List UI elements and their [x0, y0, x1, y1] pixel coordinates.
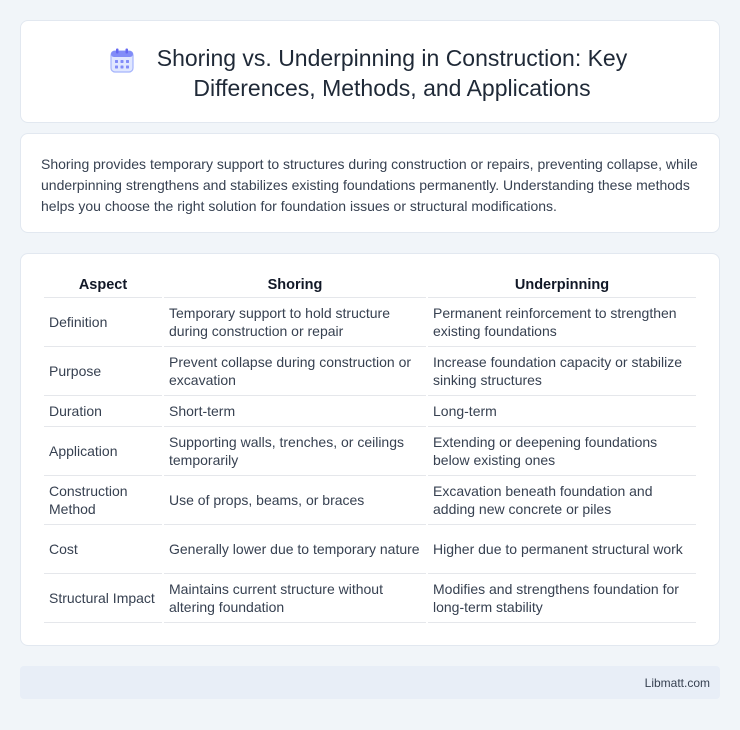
table-row [44, 476, 696, 525]
cell-shoring: Maintains current structure without altering foundation [164, 574, 426, 623]
cell-shoring: Supporting walls, trenches, or ceilings temporarily [164, 427, 426, 476]
cell-underpinning: Modifies and strengthens foundation for long-term stability [428, 574, 696, 623]
intro-paragraph: Shoring provides temporary support to structures during construction or repairs, preventing collapse, while underpinning strengthens and stabilizes existing foundations permanently. Understanding these methods helps you choose the right solution for foundation issues or structural modifications. [41, 156, 698, 214]
cell-shoring: Use of props, beams, or braces [164, 476, 426, 525]
cell-aspect: Duration [44, 396, 162, 427]
cell-aspect: Structural Impact [44, 574, 162, 623]
table-row [44, 298, 696, 347]
intro-card [20, 133, 720, 233]
cell-underpinning: Extending or deepening foundations below existing ones [428, 427, 696, 476]
comparison-card [20, 253, 720, 646]
cell-shoring: Prevent collapse during construction or excavation [164, 347, 426, 396]
header-underpinning: Underpinning [428, 276, 696, 298]
footer-brand[interactable]: Libmatt.com [644, 675, 710, 690]
calendar-icon [108, 47, 136, 75]
cell-underpinning: Permanent reinforcement to strengthen existing foundations [428, 298, 696, 347]
cell-underpinning: Higher due to permanent structural work [428, 525, 696, 574]
cell-aspect: Definition [44, 298, 162, 347]
table-row [44, 574, 696, 623]
cell-underpinning: Increase foundation capacity or stabilize sinking structures [428, 347, 696, 396]
cell-aspect: Application [44, 427, 162, 476]
table-row [44, 396, 696, 427]
cell-shoring: Generally lower due to temporary nature [164, 525, 426, 574]
table-row [44, 525, 696, 574]
comparison-table [42, 276, 698, 623]
cell-underpinning: Excavation beneath foundation and adding new concrete or piles [428, 476, 696, 525]
cell-shoring: Temporary support to hold structure during construction or repair [164, 298, 426, 347]
title-card [20, 20, 720, 123]
cell-aspect: Cost [44, 525, 162, 574]
cell-underpinning: Long-term [428, 396, 696, 427]
cell-shoring: Short-term [164, 396, 426, 427]
table-row [44, 347, 696, 396]
header-shoring: Shoring [164, 276, 426, 298]
header-aspect: Aspect [44, 276, 162, 298]
footer [20, 666, 720, 699]
table-header-row [44, 276, 696, 298]
cell-aspect: Purpose [44, 347, 162, 396]
table-row [44, 427, 696, 476]
cell-aspect: Construction Method [44, 476, 162, 525]
page-title: Shoring vs. Underpinning in Construction: Key Differences, Methods, and Applications [156, 45, 628, 101]
